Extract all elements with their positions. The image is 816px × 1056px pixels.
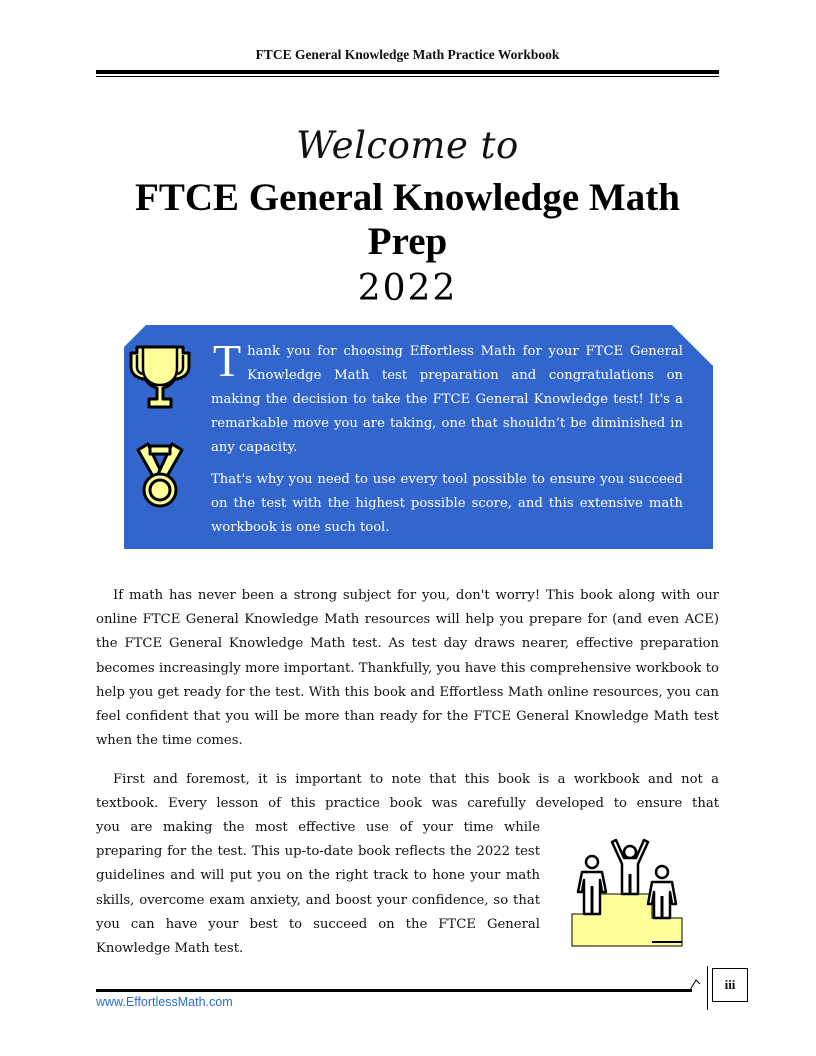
body-paragraph-1-text: If math has never been a strong subject for you, don't worry! This book along with our online FTCE General Knowledge Math resources will help you prepare for (and even ACE) the FTCE General Knowledge Math test. As test day draws nearer, effective preparation becomes increasingly more important. Thankfully, you have this comprehensive workbook to help you get ready for the test. With this book and Effortless Math online resources, you can feel confident that you will be more than ready for the FTCE General Knowledge Math test when the time comes.: [96, 588, 719, 749]
body-paragraph-1: [96, 584, 719, 753]
medal-icon: [134, 440, 186, 510]
body-paragraph-2-continued: you are making the most effective use of your time while preparing for the test. This up-to-date book reflects the 2022 test guidelines and will put you on the right track to hone your math skills, overcome exam anxiety, and boost your confidence, so that you can have your best to succeed on the FTCE General Knowledge Math test.: [96, 820, 540, 957]
podium-icon: [568, 838, 686, 948]
welcome-heading: Welcome to: [296, 124, 519, 167]
running-header: FTCE General Knowledge Math Practice Workbook: [255, 47, 560, 62]
header-rule-thin: [96, 76, 719, 77]
website-link[interactable]: www.EffortlessMath.com: [96, 995, 233, 1009]
body-paragraph-2-text: First and foremost, it is important to note that this book is a workbook and not a textbook. Every lesson of this practice book was carefully developed to ensure that: [96, 772, 719, 812]
footer-notch-decoration: [690, 976, 706, 992]
callout-text: [211, 335, 683, 548]
year-heading: 2022: [357, 268, 458, 309]
page-title: FTCE General Knowledge Math Prep: [135, 176, 680, 263]
body-paragraph-2: [96, 768, 719, 816]
header-rule: [96, 70, 719, 74]
page-number: iii: [712, 968, 748, 1002]
footer-divider: [707, 966, 708, 1010]
callout-paragraph-2: That's why you need to use every tool possible to ensure you succeed on the test with the highest possible score, and this extensive math workbook is one such tool.: [211, 472, 683, 535]
footer-rule: [96, 989, 692, 992]
dropcap: T: [213, 335, 242, 386]
trophy-icon: [129, 343, 191, 413]
callout-paragraph-1: [211, 335, 683, 460]
callout-paragraph-1-text: hank you for choosing Effortless Math for your FTCE General Knowledge Math test preparation and congratulations on making the decision to take the FTCE General Knowledge test! It's a remarkable move you are taking, one that shouldn’t be diminished in any capacity.: [211, 344, 683, 455]
